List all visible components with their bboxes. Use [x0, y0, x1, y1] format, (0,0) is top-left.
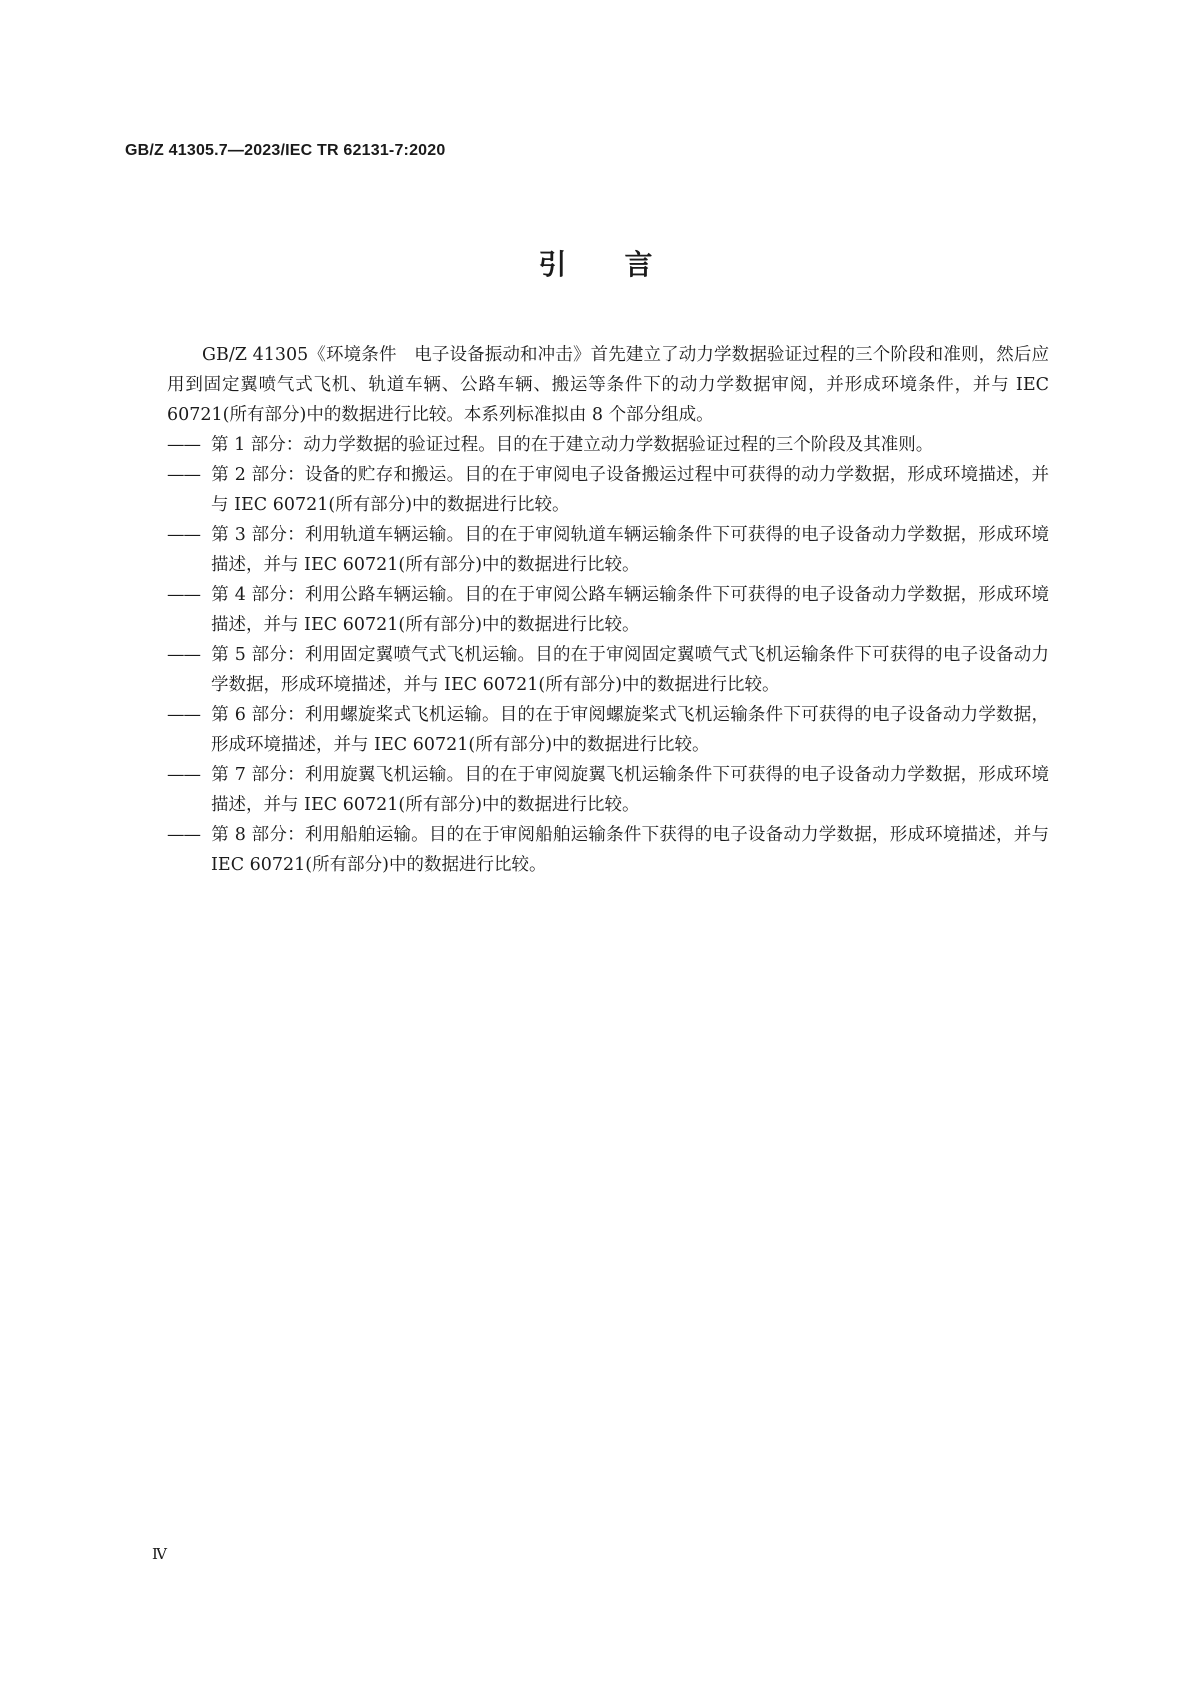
list-dash: —— [167, 825, 200, 845]
list-item-text: 第 8 部分：利用船舶运输。目的在于审阅船舶运输条件下获得的电子设备动力学数据，形成环境描述，并与 IEC 60721(所有部分)中的数据进行比较。 [211, 825, 1049, 875]
intro-paragraph: GB/Z 41305《环境条件 电子设备振动和冲击》首先建立了动力学数据验证过程的三个阶段和准则，然后应用到固定翼喷气式飞机、轨道车辆、公路车辆、搬运等条件下的动力学数据审阅，并形成环境条件，并与 IEC 60721(所有部分)中的数据进行比较。本系列标准拟由 8 个部分组成。 [167, 345, 1049, 425]
list-item [167, 430, 1049, 460]
list-item-text: 第 3 部分：利用轨道车辆运输。目的在于审阅轨道车辆运输条件下可获得的电子设备动力学数据，形成环境描述，并与 IEC 60721(所有部分)中的数据进行比较。 [211, 525, 1049, 575]
list-dash: —— [167, 645, 200, 665]
list-item-text: 第 5 部分：利用固定翼喷气式飞机运输。目的在于审阅固定翼喷气式飞机运输条件下可获得的电子设备动力学数据，形成环境描述，并与 IEC 60721(所有部分)中的数据进行比较。 [211, 645, 1049, 695]
list-item [167, 460, 1049, 520]
list-item-text: 第 4 部分：利用公路车辆运输。目的在于审阅公路车辆运输条件下可获得的电子设备动力学数据，形成环境描述，并与 IEC 60721(所有部分)中的数据进行比较。 [211, 585, 1049, 635]
list-dash: —— [167, 705, 200, 725]
list-dash: —— [167, 765, 200, 785]
list-item [167, 580, 1049, 640]
list-item [167, 820, 1049, 880]
parts-list [167, 430, 1049, 880]
list-item [167, 700, 1049, 760]
list-dash: —— [167, 435, 200, 455]
list-dash: —— [167, 465, 200, 485]
list-item [167, 760, 1049, 820]
list-dash: —— [167, 525, 200, 545]
standard-number: GB/Z 41305.7—2023/IEC TR 62131-7:2020 [125, 142, 446, 159]
list-item-text: 第 2 部分：设备的贮存和搬运。目的在于审阅电子设备搬运过程中可获得的动力学数据，形成环境描述，并与 IEC 60721(所有部分)中的数据进行比较。 [211, 465, 1049, 515]
list-item-text: 第 7 部分：利用旋翼飞机运输。目的在于审阅旋翼飞机运输条件下可获得的电子设备动力学数据，形成环境描述，并与 IEC 60721(所有部分)中的数据进行比较。 [211, 765, 1049, 815]
list-item [167, 640, 1049, 700]
document-body [167, 340, 1049, 880]
page-number: Ⅳ [152, 1545, 167, 1563]
list-item-text: 第 6 部分：利用螺旋桨式飞机运输。目的在于审阅螺旋桨式飞机运输条件下可获得的电子设备动力学数据，形成环境描述，并与 IEC 60721(所有部分)中的数据进行比较。 [211, 705, 1049, 755]
list-item-text: 第 1 部分：动力学数据的验证过程。目的在于建立动力学数据验证过程的三个阶段及其准则。 [211, 435, 934, 455]
page-title: 引言 [538, 248, 711, 281]
list-item [167, 520, 1049, 580]
list-dash: —— [167, 585, 200, 605]
